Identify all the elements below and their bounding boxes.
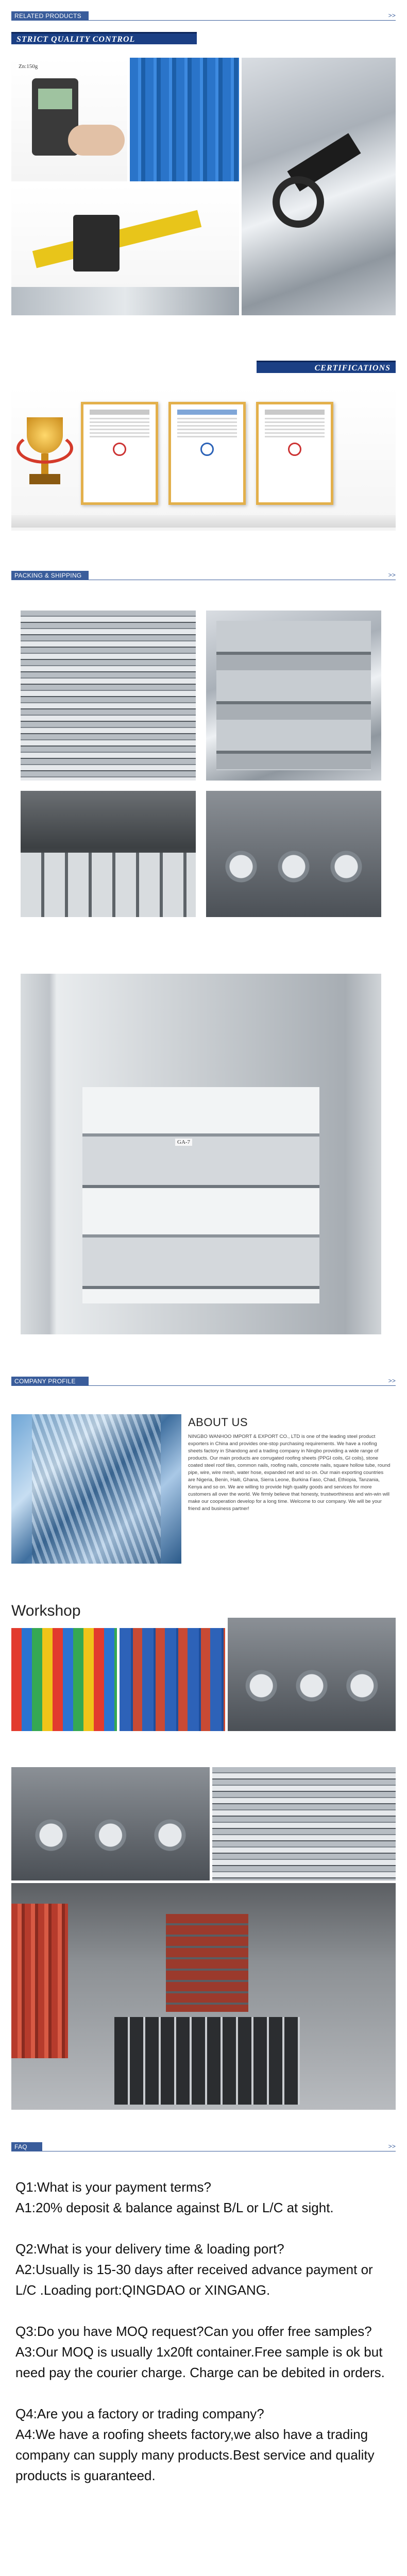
- certifications-banner: CERTIFICATIONS: [257, 361, 396, 373]
- about-text: NINGBO WANHOO IMPORT & EXPORT CO., LTD is one of the leading steel product exporters in China and provides one-stop purchasing requirements. We have a roofing sheets factory in Shandong and a trading company in Ningbo providing a wide range of products. Our main products are corrugated roofing sheets (PPGI coils, GI coils), stone coated steel roof tiles, common nails, roofing nails, concrete nails, square hollow tube, round pipe, wire, wire mesh, water hose, expanded net and so on. Our main exporting countries are Nigeria, Benin, Haiti, Ghana, Sierra Leone, Burkina Faso, Chad, Ethiopia, Tanzania, Kenya and so on. We are willing to provide high quality goods and services for more customers all over the world. We firmly believe that honesty, trustworthiness and win-win will make our cooperation develop for a long time. Welcome to our company. We will be your friend and business partner!: [188, 1434, 391, 1512]
- faq-question: Q3:Do you have MOQ request?Can you offer free samples?: [15, 2324, 372, 2339]
- certificate-3: [256, 402, 333, 505]
- photo-wrapped-bundles: [206, 611, 381, 781]
- more-link[interactable]: >>: [388, 12, 396, 20]
- faq-list: [15, 2177, 392, 2486]
- photo-stacked-sheets: [21, 611, 196, 781]
- photo-container-loading: [21, 974, 381, 1334]
- more-link[interactable]: >>: [388, 1378, 396, 1385]
- faq-question: Q1:What is your payment terms?: [15, 2179, 212, 2195]
- photo-steel-coils: [206, 791, 381, 917]
- section-label: PACKING & SHIPPING: [11, 571, 89, 580]
- quality-control-banner: STRICT QUALITY CONTROL: [11, 32, 197, 44]
- section-label: RELATED PRODUCTS: [11, 11, 89, 21]
- faq-question: Q4:Are you a factory or trading company?: [15, 2406, 264, 2421]
- photo-workshop-coils: [228, 1618, 396, 1731]
- faq-answer: A2:Usually is 15-30 days after received advance payment or L/C .Loading port:QINGDAO or XINGANG.: [15, 2262, 373, 2298]
- photo-workshop-colored-coils: [11, 1628, 117, 1731]
- photo-micrometer: [242, 58, 396, 315]
- certificate-1: [81, 402, 158, 505]
- quality-tag: Zn:150g: [16, 63, 40, 70]
- photo-blue-sheets: [130, 58, 239, 181]
- workshop-title: Workshop: [11, 1602, 81, 1619]
- photo-workshop-sheet-stacks: [212, 1767, 396, 1880]
- faq-answer: A3:Our MOQ is usually 1x20ft container.Free sample is ok but need pay the courier charge. Charge can be debited in orders.: [15, 2344, 385, 2380]
- photo-company-building: [11, 1414, 181, 1564]
- photo-workshop-coil-row: [11, 1767, 210, 1880]
- faq-answer: A4:We have a roofing sheets factory,we also have a trading company can supply many products.Best service and quality products is guaranteed.: [15, 2427, 375, 2483]
- trophy-icon: [16, 417, 73, 500]
- section-bar-faq: [11, 2142, 396, 2153]
- faq-answer: A1:20% deposit & balance against B/L or L/C at sight.: [15, 2200, 334, 2215]
- photo-workshop-floor: [11, 1883, 396, 2110]
- section-label: COMPANY PROFILE: [11, 1377, 89, 1386]
- photo-warehouse-coils: [21, 791, 196, 917]
- certificate-2: [168, 402, 246, 505]
- certifications-showcase: [11, 386, 396, 531]
- more-link[interactable]: >>: [388, 572, 396, 579]
- about-title: ABOUT US: [188, 1416, 248, 1429]
- section-bar-packing: [11, 571, 396, 581]
- section-label: FAQ: [11, 2142, 42, 2151]
- section-bar-related: [11, 11, 396, 22]
- photo-coating-meter: [11, 184, 239, 315]
- faq-question: Q2:What is your delivery time & loading port?: [15, 2241, 284, 2257]
- section-bar-company: [11, 1377, 396, 1387]
- coil-tag: GA-7: [175, 1139, 192, 1146]
- more-link[interactable]: >>: [388, 2143, 396, 2150]
- photo-thickness-gauge: [11, 58, 127, 181]
- photo-workshop-barrels: [120, 1628, 225, 1731]
